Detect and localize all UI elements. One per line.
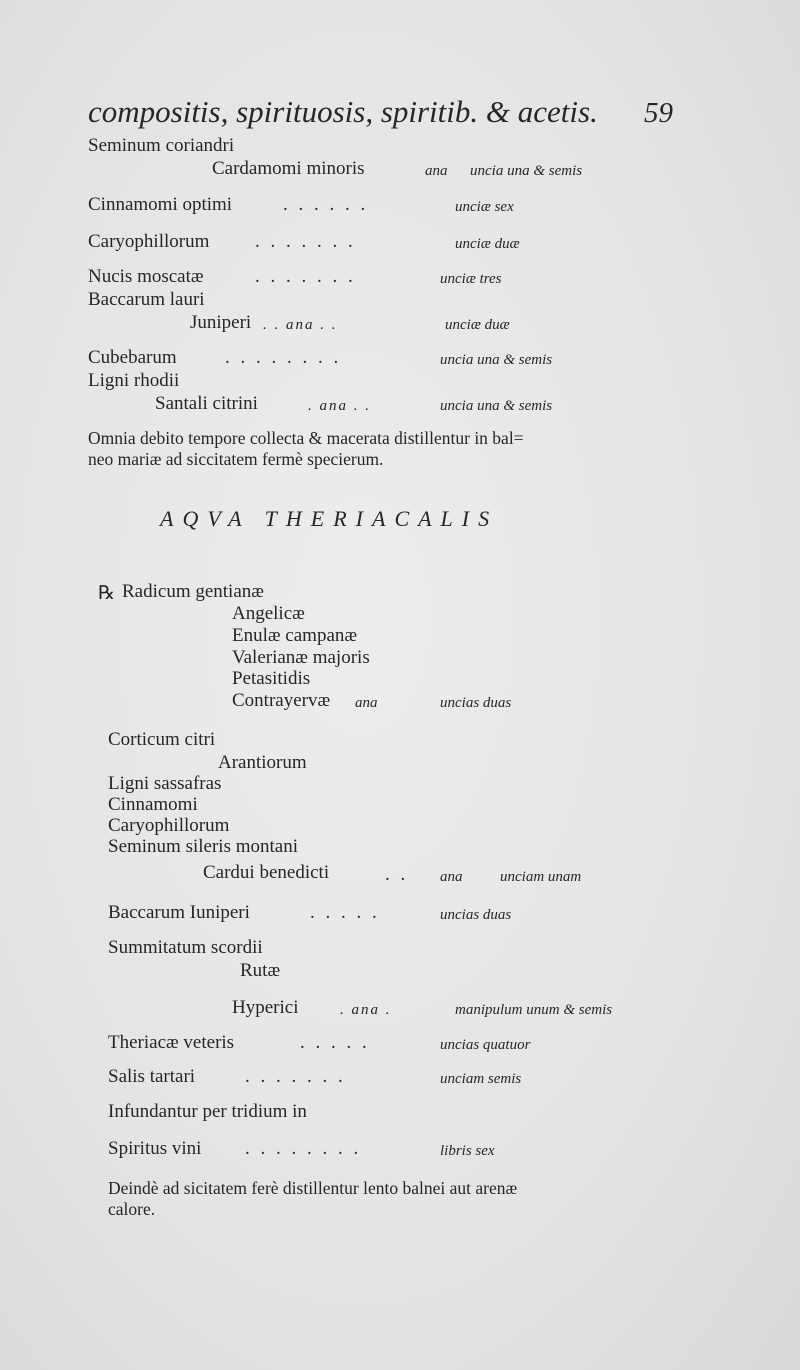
page-number: 59: [644, 97, 673, 129]
ana-label: . ana . .: [308, 398, 371, 414]
quantity: unciæ duæ: [455, 236, 520, 252]
ana-label: ana: [425, 163, 448, 179]
ingredient-baccarum: Baccarum lauri: [88, 289, 205, 310]
ingredient-cardamomi: Cardamomi minoris: [212, 158, 365, 179]
ana-label: . . ana . .: [263, 317, 338, 333]
quantity: uncia una & semis: [440, 398, 553, 414]
ingredient-cinnamomi: Cinnamomi: [108, 794, 198, 815]
quantity: uncias quatuor: [440, 1037, 531, 1053]
leader-dots: . .: [385, 864, 409, 885]
ingredient-enulae: Enulæ campanæ: [232, 625, 358, 646]
section-title: AQVA THERIACALIS: [160, 506, 499, 531]
quantity: uncias duas: [440, 907, 512, 923]
leader-dots: . . . . . . .: [255, 231, 356, 252]
ana-label: ana: [440, 869, 463, 885]
final-instruction-line: calore.: [108, 1199, 156, 1219]
ingredient-arantiorum: Arantiorum: [218, 752, 307, 773]
ingredient-contrayervae: Contrayervæ: [232, 690, 331, 711]
ingredient-valerianae: Valerianæ majoris: [232, 647, 370, 668]
ana-label: ana: [355, 695, 378, 711]
leader-dots: . . . . . .: [283, 194, 369, 215]
quantity: uncias duas: [440, 695, 512, 711]
leader-dots: . . . . .: [300, 1032, 370, 1053]
ingredient-juniperi: Juniperi: [190, 312, 252, 333]
quantity: manipulum unum & semis: [455, 1002, 613, 1018]
ingredient-summitatum: Summitatum scordii: [108, 937, 263, 958]
ingredient-hyperici: Hyperici: [232, 997, 299, 1018]
quantity: unciam semis: [440, 1071, 522, 1087]
ingredient-corticum: Corticum citri: [108, 729, 216, 750]
leader-dots: . . . . . . . .: [245, 1138, 362, 1159]
ingredient-ligni: Ligni rhodii: [88, 370, 180, 391]
quantity: libris sex: [440, 1143, 495, 1159]
instruction-infundantur: Infundantur per tridium in: [108, 1101, 307, 1122]
ana-label: . ana .: [340, 1002, 392, 1018]
ingredient-seminum: Seminum sileris montani: [108, 836, 298, 857]
ingredient-rutae: Rutæ: [240, 960, 281, 981]
ingredient-radicum: Radicum gentianæ: [122, 581, 264, 602]
instruction-line: Omnia debito tempore collecta & macerata distillentur in bal=: [88, 428, 524, 448]
instruction-line: neo mariæ ad siccitatem fermè specierum.: [88, 449, 384, 469]
ingredient-caryophillorum: Caryophillorum: [88, 231, 210, 252]
ingredient-angelicae: Angelicæ: [232, 603, 305, 624]
quantity: unciam unam: [500, 869, 582, 885]
ingredient-cinnamomi: Cinnamomi optimi: [88, 194, 233, 215]
leader-dots: . . . . .: [310, 902, 380, 923]
quantity: unciæ duæ: [445, 317, 510, 333]
running-header: compositis, spirituosis, spiritib. & acetis.: [88, 94, 598, 129]
quantity: unciæ sex: [455, 199, 514, 215]
ingredient-santali: Santali citrini: [155, 393, 258, 414]
ingredient-ligni: Ligni sassafras: [108, 773, 222, 794]
leader-dots: . . . . . . .: [245, 1066, 346, 1087]
ingredient-caryophillorum: Caryophillorum: [108, 815, 230, 836]
leader-dots: . . . . . . . .: [225, 347, 342, 368]
recipe-symbol: ℞: [98, 583, 116, 604]
ingredient-seminum: Seminum coriandri: [88, 135, 235, 156]
ingredient-nucis: Nucis moscatæ: [88, 266, 204, 287]
quantity: unciæ tres: [440, 271, 502, 287]
ingredient-baccarum: Baccarum Iuniperi: [108, 902, 250, 923]
ingredient-theriacae: Theriacæ veteris: [108, 1032, 235, 1053]
ingredient-salis: Salis tartari: [108, 1066, 196, 1087]
final-instruction-line: Deindè ad sicitatem ferè distillentur lento balnei aut arenæ: [108, 1178, 518, 1198]
ingredient-cardui: Cardui benedicti: [203, 862, 330, 883]
quantity: uncia una & semis: [440, 352, 553, 368]
leader-dots: . . . . . . .: [255, 266, 356, 287]
ingredient-spiritus: Spiritus vini: [108, 1138, 202, 1159]
ingredient-petasitidis: Petasitidis: [232, 668, 311, 689]
ingredient-cubebarum: Cubebarum: [88, 347, 177, 368]
quantity: uncia una & semis: [470, 163, 583, 179]
